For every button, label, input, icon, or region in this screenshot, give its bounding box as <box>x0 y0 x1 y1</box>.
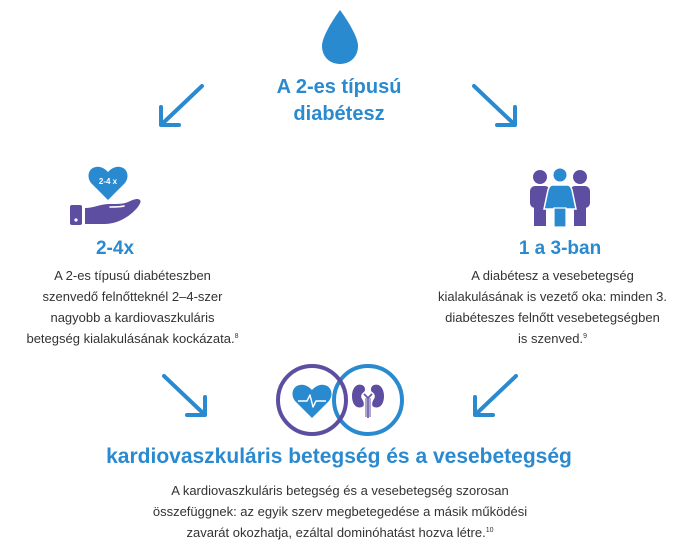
right-line: diabéteszes felnőtt vesebetegségben <box>445 310 660 325</box>
right-line <box>430 328 675 349</box>
bottom-line <box>110 522 570 543</box>
footnote-10: 10 <box>485 527 494 534</box>
left-description <box>10 265 255 349</box>
right-stat: 1 a 3-ban <box>518 238 602 259</box>
heart-kidney-rings <box>274 362 406 438</box>
footnote-8: 8 <box>234 333 239 340</box>
arrow-top-right <box>468 80 524 132</box>
right-line: A diabétesz a vesebetegség <box>471 268 634 283</box>
footnote-9: 9 <box>583 333 587 340</box>
top-title-line1: A 2-es típusú <box>276 76 402 98</box>
group-of-people-icon <box>526 166 594 228</box>
arrow-top-left <box>152 80 208 132</box>
water-drop-icon <box>318 8 362 66</box>
left-stat: 2-4x <box>95 238 135 259</box>
heart-with-pulse-icon <box>293 385 332 418</box>
top-title <box>239 74 439 128</box>
bottom-line: A kardiovaszkuláris betegség és a vesebetegség szorosan <box>171 483 509 498</box>
heart-label: 2-4 x <box>98 177 118 186</box>
left-line-text: betegség kialakulásának kockázata. <box>26 331 235 346</box>
kidneys-icon <box>352 385 384 418</box>
top-title-line2: diabétesz <box>293 103 385 125</box>
left-line: A 2-es típusú diabéteszben <box>54 268 211 283</box>
bottom-title: kardiovaszkuláris betegség és a vesebetegség <box>106 445 572 468</box>
left-line: szenvedő felnőtteknél 2–4-szer <box>42 289 223 304</box>
right-line-text: is szenved. <box>518 331 584 346</box>
hand-holding-heart-icon <box>66 160 146 226</box>
arrow-bottom-right <box>466 370 522 422</box>
right-line: kialakulásának is vezető oka: minden 3. <box>437 289 668 304</box>
bottom-description <box>110 480 570 543</box>
right-description <box>430 265 675 349</box>
left-line <box>10 328 255 349</box>
bottom-line: összefüggnek: az egyik szerv megbetegedése a másik működési <box>152 504 528 519</box>
bottom-line-text: zavarát okozhatja, ezáltal dominóhatást hozva létre. <box>186 525 486 540</box>
left-line: nagyobb a kardiovaszkuláris <box>50 310 215 325</box>
arrow-bottom-left <box>158 370 214 422</box>
